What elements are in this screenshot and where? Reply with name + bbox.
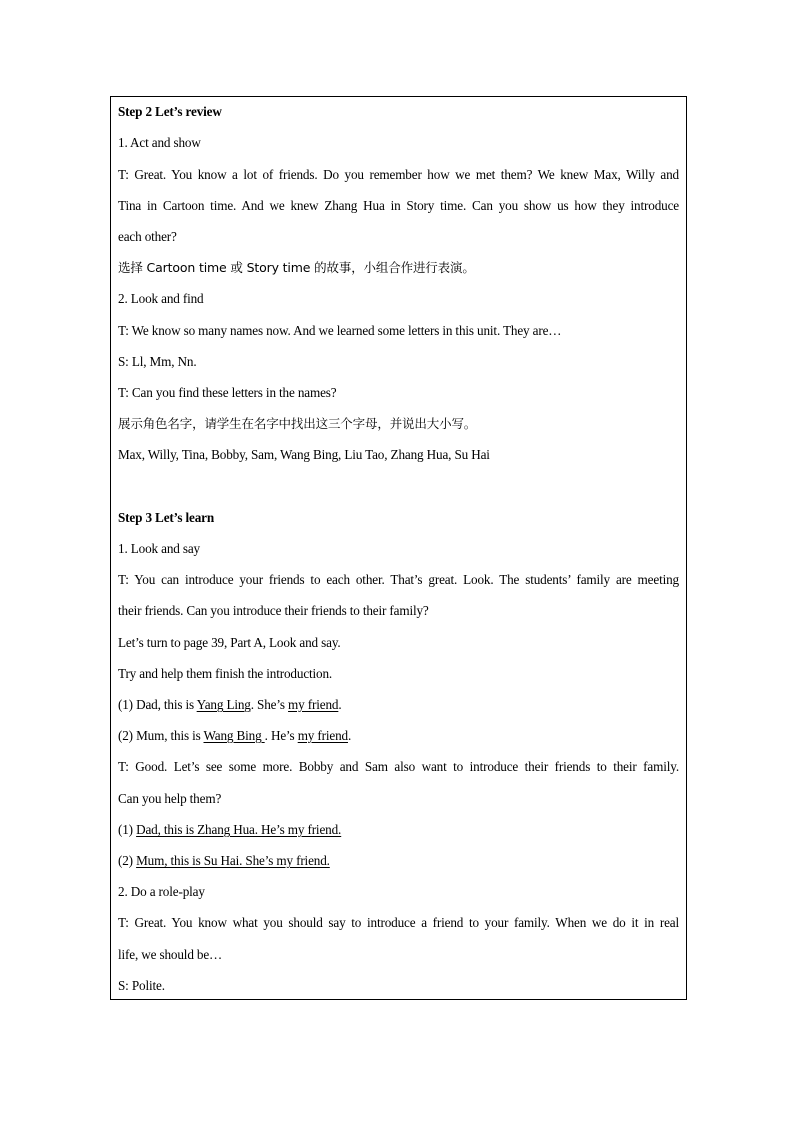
teacher-line-1b: Tina in Cartoon time. And we knew Zhang Hua in Story time. Can you show us how they introduce (118, 198, 679, 213)
teacher-line-4b: their friends. Can you introduce their friends to their family? (118, 603, 429, 618)
act-and-show-label: 1. Act and show (118, 135, 201, 150)
example-4 (118, 853, 330, 869)
teacher-line-4a: T: You can introduce your friends to each other. That’s great. Look. The students’ family are meeting (118, 572, 679, 587)
look-and-say-label: 1. Look and say (118, 541, 200, 556)
example-4-prefix: (2) (118, 853, 137, 868)
step3-heading: Step 3 Let’s learn (118, 510, 215, 525)
example-1-name: Yang Ling (196, 697, 251, 712)
try-help-instruction: Try and help them finish the introduction. (118, 666, 333, 681)
teacher-line-5a: T: Good. Let’s see some more. Bobby and Sam also want to introduce their friends to their family. (118, 759, 679, 774)
example-1-mid: . She’s (250, 697, 289, 712)
chinese-instruction-2: 展示角色名字，请学生在名字中找出这三个字母，并说出大小写。 (118, 416, 477, 431)
teacher-line-1a: T: Great. You know a lot of friends. Do you remember how we met them? We knew Max, Willy and (118, 167, 679, 182)
example-2-name: Wang Bing (203, 728, 265, 743)
look-and-find-label: 2. Look and find (118, 291, 204, 306)
student-line-2: S: Polite. (118, 978, 165, 993)
example-3-answer: Dad, this is Zhang Hua. He’s my friend. (136, 822, 342, 837)
teacher-line-2: T: We know so many names now. And we learned some letters in this unit. They are… (118, 323, 562, 338)
example-3-prefix: (1) (118, 822, 137, 837)
teacher-line-6b: life, we should be… (118, 947, 223, 962)
step2-heading: Step 2 Let’s review (118, 104, 222, 119)
example-1-answer: my friend (288, 697, 339, 712)
example-4-answer: Mum, this is Su Hai. She’s my friend. (136, 853, 330, 868)
example-2 (118, 728, 351, 744)
example-3 (118, 822, 341, 838)
example-1-prefix: (1) Dad, this is (118, 697, 197, 712)
example-1-end: . (338, 697, 342, 712)
chinese-instruction-1: 选择 Cartoon time 或 Story time 的故事，小组合作进行表演。 (118, 260, 475, 275)
example-2-answer: my friend (297, 728, 348, 743)
student-line-1: S: Ll, Mm, Nn. (118, 354, 197, 369)
teacher-line-5b: Can you help them? (118, 791, 222, 806)
example-2-prefix: (2) Mum, this is (118, 728, 204, 743)
turn-page-instruction: Let’s turn to page 39, Part A, Look and say. (118, 635, 341, 650)
teacher-line-1c: each other? (118, 229, 177, 244)
role-play-label: 2. Do a role-play (118, 884, 205, 899)
example-2-mid: . He’s (264, 728, 298, 743)
character-names: Max, Willy, Tina, Bobby, Sam, Wang Bing, Liu Tao, Zhang Hua, Su Hai (118, 447, 490, 462)
teacher-line-6a: T: Great. You know what you should say to introduce a friend to your family. When we do it in real (118, 915, 679, 930)
teacher-line-3: T: Can you find these letters in the names? (118, 385, 337, 400)
example-1 (118, 697, 342, 713)
example-2-end: . (347, 728, 352, 743)
